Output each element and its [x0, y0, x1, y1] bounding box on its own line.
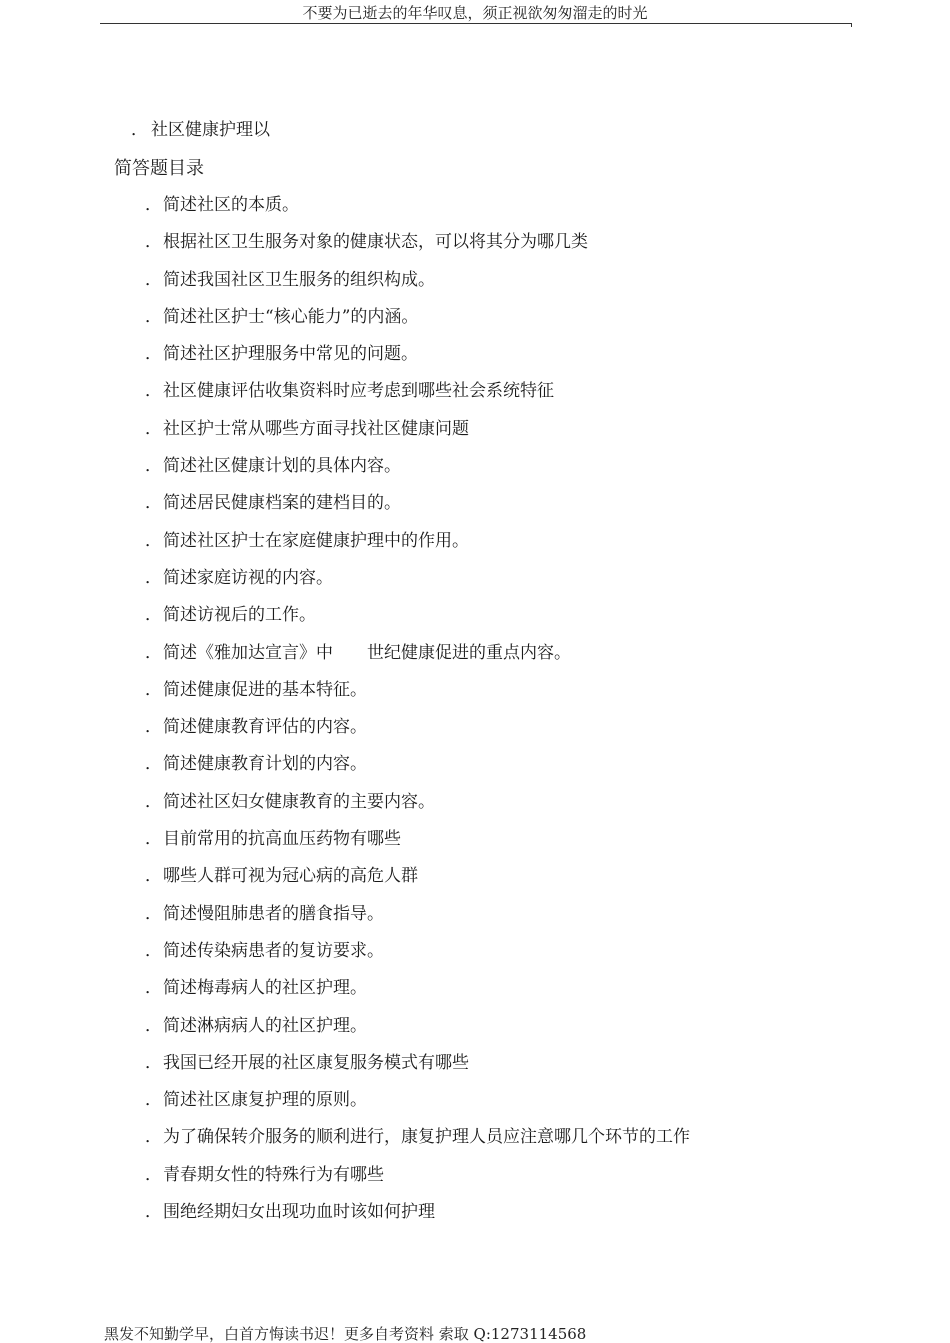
- list-bullet: ．: [145, 195, 162, 215]
- question-text: 目前常用的抗高血压药物有哪些: [163, 829, 401, 850]
- list-item: [145, 976, 690, 1013]
- question-text: 简述社区妇女健康教育的主要内容。: [163, 791, 435, 812]
- question-text: 简述我国社区卫生服务的组织构成。: [163, 269, 435, 290]
- question-text: 为了确保转介服务的顺利进行，康复护理人员应注意哪几个环节的工作: [163, 1127, 690, 1148]
- list-item: [145, 678, 690, 715]
- list-item: [145, 939, 690, 976]
- list-item: [145, 603, 690, 640]
- list-bullet: ．: [145, 717, 162, 738]
- question-text: 简述慢阻肺患者的膳食指导。: [163, 903, 384, 924]
- header-quote: 不要为已逝去的年华叹息，须正视欲匆匆溜走的时光: [302, 4, 648, 22]
- list-bullet: ．: [145, 940, 162, 961]
- list-item: [145, 1163, 690, 1200]
- header-divider-tick: [851, 23, 852, 27]
- list-item: [145, 1088, 690, 1125]
- question-text: 简述《雅加达宣言》中 世纪健康促进的重点内容。: [163, 642, 571, 663]
- question-text: 简述传染病患者的复访要求。: [163, 940, 384, 961]
- list-bullet: ．: [145, 754, 162, 775]
- list-item: [145, 529, 690, 566]
- header-divider: [100, 23, 852, 24]
- list-item: [145, 491, 690, 528]
- question-text: 简述健康教育计划的内容。: [163, 754, 367, 775]
- list-item: [145, 379, 690, 416]
- intro-text: 社区健康护理以: [151, 120, 270, 140]
- list-bullet: ．: [145, 493, 162, 514]
- question-text: 社区护士常从哪些方面寻找社区健康问题: [163, 418, 469, 439]
- list-bullet: ．: [145, 642, 162, 663]
- intro-bullet: ．: [131, 120, 148, 140]
- question-text: 简述社区护士“核心能力”的内涵。: [163, 306, 419, 327]
- list-item: [145, 1200, 690, 1237]
- list-bullet: ．: [145, 866, 162, 887]
- list-item: [145, 1125, 690, 1162]
- question-text: 简述访视后的工作。: [163, 605, 316, 626]
- question-text: 简述健康促进的基本特征。: [163, 679, 367, 700]
- list-bullet: ．: [145, 829, 162, 850]
- list-bullet: ．: [145, 381, 162, 402]
- list-item: [145, 641, 690, 678]
- list-bullet: ．: [145, 1015, 162, 1036]
- list-item: [145, 566, 690, 603]
- list-item: [145, 827, 690, 864]
- question-text: 简述社区健康计划的具体内容。: [163, 456, 401, 477]
- question-text: 社区健康评估收集资料时应考虑到哪些社会系统特征: [163, 381, 554, 402]
- list-bullet: ．: [145, 903, 162, 924]
- question-text: 简述居民健康档案的建档目的。: [163, 493, 401, 514]
- list-bullet: ．: [145, 232, 162, 253]
- list-item: [145, 715, 690, 752]
- list-bullet: ．: [145, 605, 162, 626]
- list-item: [145, 230, 690, 267]
- list-bullet: ．: [145, 1164, 162, 1185]
- question-text: 哪些人群可视为冠心病的高危人群: [163, 866, 418, 887]
- list-item: [145, 902, 690, 939]
- list-item: [145, 752, 690, 789]
- list-item: [145, 454, 690, 491]
- list-bullet: ．: [145, 978, 162, 999]
- question-text: 根据社区卫生服务对象的健康状态，可以将其分为哪几类: [163, 232, 588, 253]
- question-text: 青春期女性的特殊行为有哪些: [163, 1164, 384, 1185]
- section-title: 简答题目录: [114, 158, 204, 179]
- list-item: [145, 342, 690, 379]
- list-bullet: ．: [145, 344, 162, 365]
- question-text: 围绝经期妇女出现功血时该如何护理: [163, 1202, 435, 1223]
- question-text: 简述健康教育评估的内容。: [163, 717, 367, 738]
- question-text: 简述社区康复护理的原则。: [163, 1090, 367, 1111]
- footer-text: 黑发不知勤学早，白首方悔读书迟！更多自考资料 索取 Q:1273114568: [104, 1325, 587, 1343]
- list-item: [145, 790, 690, 827]
- intro-line: [131, 118, 270, 142]
- list-bullet: ．: [145, 1127, 162, 1148]
- list-bullet: ．: [145, 418, 162, 439]
- question-list: [145, 193, 690, 1237]
- list-bullet: ．: [145, 1202, 162, 1223]
- list-bullet: ．: [145, 679, 162, 700]
- question-text: 简述社区的本质。: [163, 195, 299, 215]
- question-text: 简述社区护理服务中常见的问题。: [163, 344, 418, 365]
- list-bullet: ．: [145, 791, 162, 812]
- list-item: [145, 193, 690, 230]
- list-bullet: ．: [145, 1052, 162, 1073]
- list-bullet: ．: [145, 269, 162, 290]
- list-bullet: ．: [145, 456, 162, 477]
- list-item: [145, 1014, 690, 1051]
- question-text: 简述淋病病人的社区护理。: [163, 1015, 367, 1036]
- list-bullet: ．: [145, 1090, 162, 1111]
- list-item: [145, 864, 690, 901]
- list-bullet: ．: [145, 567, 162, 588]
- list-item: [145, 268, 690, 305]
- list-bullet: ．: [145, 306, 162, 327]
- list-item: [145, 417, 690, 454]
- list-bullet: ．: [145, 530, 162, 551]
- list-item: [145, 305, 690, 342]
- question-text: 我国已经开展的社区康复服务模式有哪些: [163, 1052, 469, 1073]
- question-text: 简述梅毒病人的社区护理。: [163, 978, 367, 999]
- question-text: 简述家庭访视的内容。: [163, 567, 333, 588]
- list-item: [145, 1051, 690, 1088]
- question-text: 简述社区护士在家庭健康护理中的作用。: [163, 530, 469, 551]
